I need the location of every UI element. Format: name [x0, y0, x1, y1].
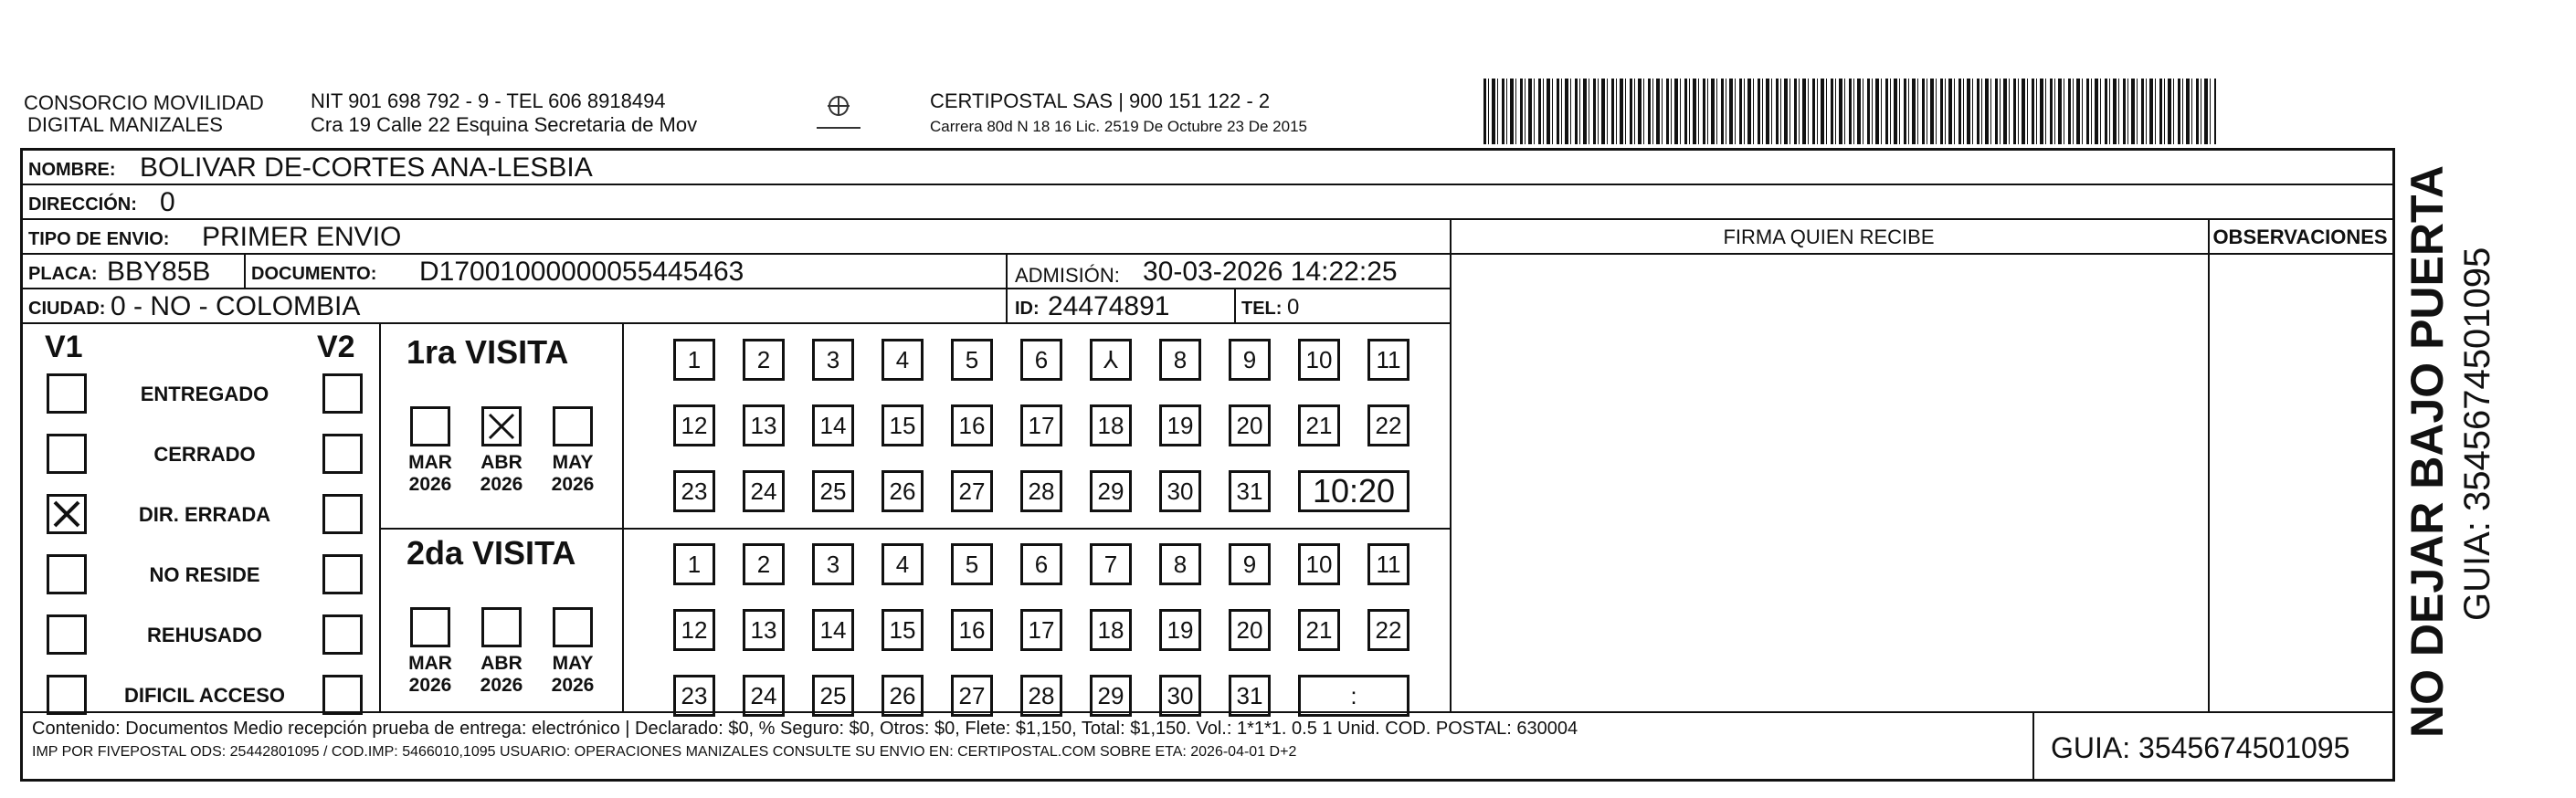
day-box[interactable]: 22	[1367, 609, 1409, 651]
tel-value: 0	[1287, 295, 1300, 320]
day-box[interactable]: 1	[673, 543, 715, 585]
firma-header: FIRMA QUIEN RECIBE	[1723, 226, 1935, 248]
sender-name-line1: CONSORCIO MOVILIDAD	[24, 91, 264, 114]
row-nombre	[23, 151, 2392, 185]
v2-checkbox[interactable]	[322, 554, 363, 594]
row-tipo	[23, 220, 1450, 255]
day-box[interactable]: 24	[743, 470, 785, 512]
day-box[interactable]: 13	[743, 609, 785, 651]
v1-checkbox[interactable]	[47, 494, 87, 534]
day-box[interactable]: 15	[882, 609, 924, 651]
month-checkbox[interactable]	[410, 607, 450, 647]
day-box[interactable]: 14	[812, 609, 854, 651]
tipo-label: TIPO DE ENVIO:	[28, 229, 170, 249]
id-label: ID:	[1015, 299, 1040, 319]
day-box[interactable]: 11	[1367, 543, 1409, 585]
day-box[interactable]: 19	[1159, 404, 1201, 446]
day-box[interactable]: 15	[882, 404, 924, 446]
v1-label: V1	[45, 330, 83, 364]
day-box[interactable]: 16	[951, 404, 993, 446]
day-box[interactable]: 20	[1229, 609, 1271, 651]
direccion-value: 0	[160, 187, 175, 217]
footer-guia: GUIA: 3545674501095	[2051, 731, 2350, 764]
day-box[interactable]: 27	[951, 470, 993, 512]
day-box[interactable]: 21	[1298, 404, 1340, 446]
month-label: MAR	[408, 452, 452, 473]
sender-name-line2: DIGITAL MANIZALES	[27, 113, 223, 136]
v2-label: V2	[317, 330, 355, 364]
tel-label: TEL:	[1241, 299, 1283, 319]
tipo-value: PRIMER ENVIO	[202, 222, 402, 252]
footer-imp: IMP POR FIVEPOSTAL ODS: 25442801095 / COD.IMP: 5466010,1095 USUARIO: OPERACIONES MANIZALES CONSULTE SU ENVIO EN: CERTIPOSTAL.COM SOBRE ETA: 2026-04-01 D+2	[32, 744, 1297, 760]
v2-checkbox[interactable]	[322, 494, 363, 534]
month-label: ABR	[480, 653, 523, 674]
day-box[interactable]: 19	[1159, 609, 1201, 651]
month-label: ABR	[480, 452, 523, 473]
day-box[interactable]: 23	[673, 470, 715, 512]
certipostal-logo-icon	[811, 91, 866, 139]
month-checkbox[interactable]	[553, 406, 593, 446]
day-box[interactable]: 30	[1159, 470, 1201, 512]
status-label: NO RESIDE	[149, 563, 260, 586]
row-direccion	[23, 185, 2392, 220]
day-box[interactable]: 1	[673, 339, 715, 381]
status-label: CERRADO	[153, 443, 256, 466]
admision-value: 30-03-2026 14:22:25	[1143, 257, 1398, 287]
month-checkbox[interactable]	[553, 607, 593, 647]
firma-area[interactable]	[1453, 257, 2206, 711]
carrier-name: CERTIPOSTAL SAS | 900 151 122 - 2	[930, 89, 1271, 112]
day-box[interactable]: 2	[743, 543, 785, 585]
month-label: MAY	[552, 452, 594, 473]
day-box[interactable]: 3	[812, 543, 854, 585]
ciudad-value: 0 - NO - COLOMBIA	[111, 291, 361, 321]
day-box[interactable]: 25	[812, 470, 854, 512]
day-box[interactable]: 6	[1020, 543, 1062, 585]
v1-checkbox[interactable]	[47, 434, 87, 474]
v1-checkbox[interactable]	[47, 675, 87, 715]
day-box[interactable]: 18	[1090, 609, 1132, 651]
month-checkbox[interactable]	[481, 607, 522, 647]
day-box[interactable]: 26	[882, 470, 924, 512]
placa-label: PLACA:	[28, 264, 98, 284]
day-box[interactable]: 8	[1159, 543, 1201, 585]
time-box[interactable]: 10:20	[1298, 470, 1409, 512]
month-year: 2026	[551, 675, 595, 696]
placa-value: BBY85B	[107, 257, 211, 287]
day-box[interactable]: 14	[812, 404, 854, 446]
month-label: MAY	[552, 653, 594, 674]
day-box[interactable]: 3	[812, 339, 854, 381]
day-box[interactable]: 5	[951, 543, 993, 585]
day-box[interactable]: 4	[882, 543, 924, 585]
day-box[interactable]: 5	[951, 339, 993, 381]
day-box[interactable]: 29	[1090, 675, 1132, 717]
day-box[interactable]: 6	[1020, 339, 1062, 381]
row-ciudad	[23, 289, 1450, 324]
nombre-value: BOLIVAR DE-CORTES ANA-LESBIA	[140, 152, 593, 183]
v2-checkbox[interactable]	[322, 373, 363, 414]
day-box[interactable]: 31	[1229, 675, 1271, 717]
day-box[interactable]: 8	[1159, 339, 1201, 381]
v2-checkbox[interactable]	[322, 614, 363, 655]
day-box[interactable]: 7	[1090, 543, 1132, 585]
day-box[interactable]: 22	[1367, 404, 1409, 446]
sender-nit-tel: NIT 901 698 792 - 9 - TEL 606 8918494	[311, 89, 666, 112]
id-value: 24474891	[1048, 291, 1170, 321]
status-label: REHUSADO	[147, 624, 262, 646]
month-year: 2026	[480, 474, 523, 495]
day-box[interactable]: 31	[1229, 470, 1271, 512]
day-box[interactable]: 9	[1229, 543, 1271, 585]
admision-label: ADMISIÓN:	[1015, 264, 1120, 287]
day-box[interactable]: 17	[1020, 404, 1062, 446]
day-box[interactable]: 9	[1229, 339, 1271, 381]
day-box[interactable]: 17	[1020, 609, 1062, 651]
first-visit-title: 1ra VISITA	[406, 333, 569, 371]
documento-label: DOCUMENTO:	[251, 264, 377, 284]
month-year: 2026	[551, 474, 595, 495]
month-year: 2026	[408, 675, 452, 696]
day-box[interactable]: 28	[1020, 675, 1062, 717]
day-box[interactable]: 12	[673, 609, 715, 651]
day-box[interactable]: ⅄	[1090, 339, 1132, 381]
day-box[interactable]: 21	[1298, 609, 1340, 651]
documento-value: D17001000000055445463	[419, 257, 744, 287]
side-guia: GUIA: 3545674501095	[2457, 247, 2497, 621]
day-box[interactable]: 29	[1090, 470, 1132, 512]
status-label: DIFICIL ACCESO	[123, 684, 285, 707]
second-visit-title: 2da VISITA	[406, 534, 576, 572]
no-dejar-bajo-puerta: NO DEJAR BAJO PUERTA	[2402, 165, 2453, 738]
day-box[interactable]: 20	[1229, 404, 1271, 446]
row-placa	[23, 255, 1450, 289]
day-box[interactable]: 16	[951, 609, 993, 651]
month-checkbox[interactable]	[410, 406, 450, 446]
day-box[interactable]: 11	[1367, 339, 1409, 381]
observaciones-header: OBSERVACIONES	[2212, 226, 2388, 248]
time-box[interactable]: :	[1298, 675, 1409, 717]
barcode	[1483, 79, 2216, 144]
ciudad-label: CIUDAD:	[28, 299, 106, 319]
v1-checkbox[interactable]	[47, 373, 87, 414]
sender-address: Cra 19 Calle 22 Esquina Secretaria de Mov	[311, 113, 698, 136]
footer-contenido: Contenido: Documentos Medio recepción prueba de entrega: electrónico | Declarado: $0, % Seguro: $0, Otros: $0, Flete: $1,150, Total: $1,150. Vol.: 1*1*1. 0.5 1 Unid. COD. POSTAL: 630004	[32, 719, 1578, 739]
day-box[interactable]: 13	[743, 404, 785, 446]
day-box[interactable]: 25	[812, 675, 854, 717]
day-box[interactable]: 27	[951, 675, 993, 717]
v1-checkbox[interactable]	[47, 614, 87, 655]
v2-checkbox[interactable]	[322, 675, 363, 715]
observaciones-area[interactable]	[2212, 257, 2391, 711]
v1-checkbox[interactable]	[47, 554, 87, 594]
day-box[interactable]: 10	[1298, 339, 1340, 381]
v2-checkbox[interactable]	[322, 434, 363, 474]
day-box[interactable]: 23	[673, 675, 715, 717]
day-box[interactable]: 18	[1090, 404, 1132, 446]
status-label: DIR. ERRADA	[138, 503, 271, 526]
nombre-label: NOMBRE:	[28, 160, 116, 180]
month-year: 2026	[480, 675, 523, 696]
status-label: ENTREGADO	[140, 383, 269, 405]
day-box[interactable]: 12	[673, 404, 715, 446]
day-box[interactable]: 2	[743, 339, 785, 381]
day-box[interactable]: 26	[882, 675, 924, 717]
delivery-form	[20, 148, 2395, 782]
month-label: MAR	[408, 653, 452, 674]
day-box[interactable]: 24	[743, 675, 785, 717]
carrier-license: Carrera 80d N 18 16 Lic. 2519 De Octubre 23 De 2015	[930, 118, 1307, 135]
day-box[interactable]: 4	[882, 339, 924, 381]
day-box[interactable]: 30	[1159, 675, 1201, 717]
direccion-label: DIRECCIÓN:	[28, 194, 137, 215]
month-checkbox[interactable]	[481, 406, 522, 446]
day-box[interactable]: 28	[1020, 470, 1062, 512]
day-box[interactable]: 10	[1298, 543, 1340, 585]
month-year: 2026	[408, 474, 452, 495]
